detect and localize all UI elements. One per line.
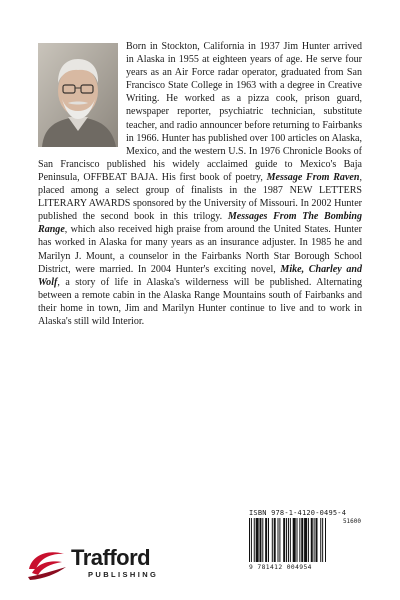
bio-text-1: Born in Stockton, California in 1937 Jim Hunter arrived in Alaska in 1955 at eighteen years of age. He serve four years as an Air Force radar operator, graduated from San Francisco State College in 1963 with a degree in Creative Writing. He worked as a pizza cook, prison guard, newspaper reporter, psychiatric technician, substitute teacher, and radio announcer before returning to Fairbanks in 1966. Hunter has published over 100 articles on Alaska, Mexico, and the western U.S. In 1976 Chronicle Books of San Francisco published his widely acclaimed guide to Mexico's Baja Peninsula, OFFBEAT BAJA. His first book of poetry, (38, 41, 362, 183)
barcode-number: 9 781412 004954 (249, 564, 312, 571)
book-title-mike-charley-wolf: Mike, Charley and Wolf (38, 263, 362, 288)
isbn-label: ISBN 978-1-4120-0495-4 (249, 509, 347, 517)
isbn-barcode (249, 509, 361, 573)
book-title-raven: Message From Raven (266, 171, 360, 183)
barcode-bars-icon (249, 518, 335, 564)
book-title-bombing-range: Messages From The Bombing Range (38, 211, 362, 236)
author-bio (38, 40, 362, 328)
publisher-logo (26, 545, 206, 585)
publisher-name: Trafford (71, 545, 151, 570)
publisher-subtitle: PUBLISHING (88, 570, 159, 579)
bio-text-2: , placed among a select group of finalists in the 1987 NEW LETTERS LITERARY AWARDS sponsored by the University of Missouri. In 2002 Hunter published the second book in this trilogy. (38, 171, 362, 223)
bio-text-4: , a story of life in Alaska's wilderness will be published. Alternating between a remote cabin in the Alaska Range Mountains south of Fairbanks and their home in town, Jim and Marilyn Hunter continue to live and to work in Alaska's still wild Interior. (38, 276, 362, 327)
trafford-swoosh-icon (26, 547, 68, 581)
bio-text-3: , which also received high praise from around the United States. Hunter has worked in Alaska for many years as an insurance adjuster. In 1985 he and Marilyn J. Mount, a counselor in the Fairbanks North Star Borough School District, were married. In 2004 Hunter's exciting novel, (38, 224, 362, 275)
price-code: 51600 (342, 518, 361, 525)
